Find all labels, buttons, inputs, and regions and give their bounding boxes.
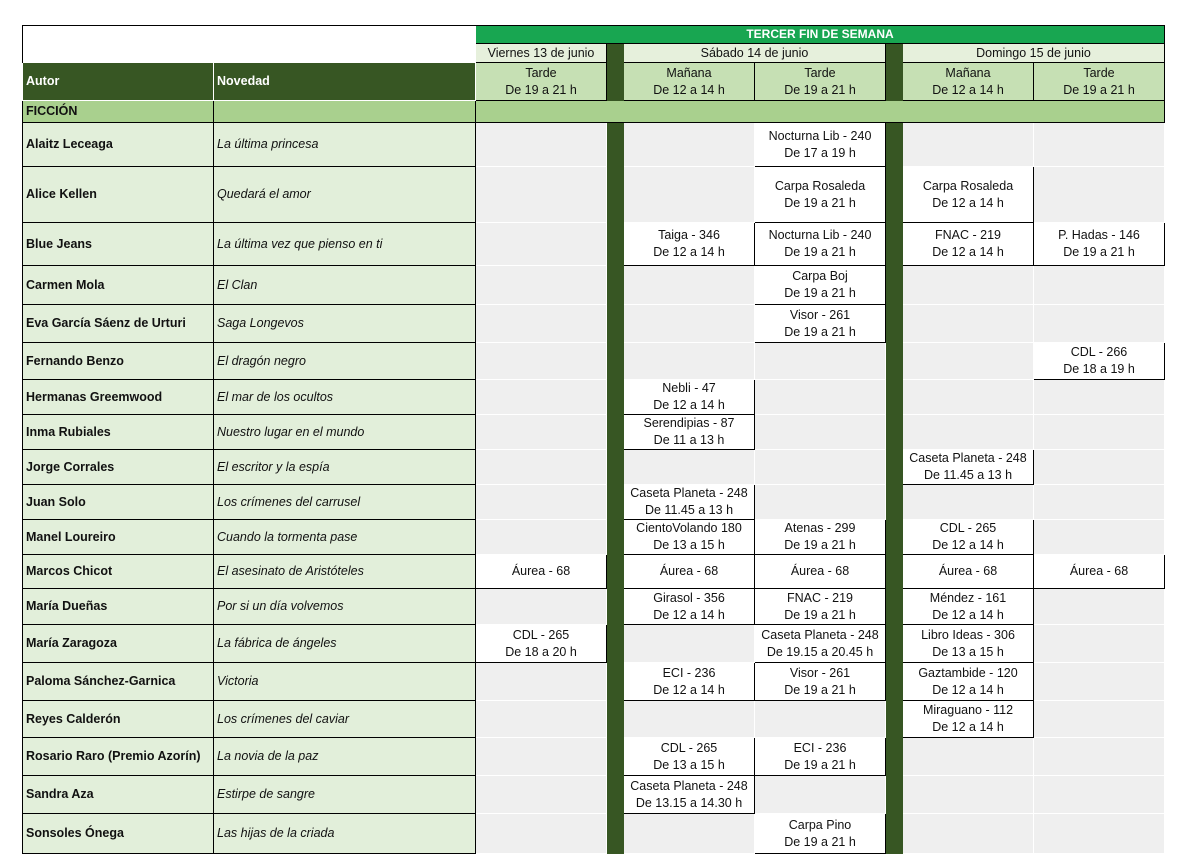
event-time: De 19 a 21 h [784,324,856,339]
event-place: ECI - 236 [793,740,847,755]
empty-slot [1034,663,1165,701]
author-cell: Sonsoles Ónega [23,814,214,854]
event-place: FNAC - 219 [787,590,853,605]
event-time: De 19 a 21 h [784,538,856,552]
empty-slot [903,415,1034,450]
day-header-saturday: Sábado 14 de junio [624,44,886,63]
empty-slot [903,343,1034,380]
author-cell: Inma Rubiales [23,415,214,450]
table-row [23,123,1165,167]
event-place: Carpa Rosaleda [774,178,866,193]
event-place: Caseta Planeta - 248 [630,486,748,500]
slot-header [903,63,1034,101]
empty-slot [1034,776,1165,814]
author-cell: Reyes Calderón [23,701,214,738]
novel-cell: El Clan [214,266,476,305]
event-cell [624,415,755,450]
slot-header [755,63,886,101]
event-cell [903,167,1034,223]
separator [607,305,624,343]
empty-slot [903,380,1034,415]
event-cell [755,520,886,555]
novel-cell: Los crímenes del caviar [214,701,476,738]
event-place: Carpa Rosaleda [922,178,1014,193]
event-time: De 19 a 21 h [1063,245,1135,259]
event-time: De 12 a 14 h [653,682,725,697]
separator [607,814,624,854]
event-place: Áurea - 68 [1069,564,1129,578]
event-place: Libro Ideas - 306 [921,627,1015,642]
separator [607,738,624,776]
author-cell: Alice Kellen [23,167,214,223]
empty-slot [624,450,755,485]
section-fill [476,101,1165,123]
table-row [23,167,1165,223]
empty-slot [476,305,607,343]
separator [607,485,624,520]
separator [886,63,903,101]
empty-slot [755,776,886,814]
empty-slot [903,776,1034,814]
empty-slot [476,589,607,625]
event-cell [624,380,755,415]
table-row [23,701,1165,738]
author-cell: Fernando Benzo [23,343,214,380]
separator [607,44,624,63]
event-cell [624,555,755,589]
empty-slot [624,814,755,854]
section-fill [214,101,476,123]
event-time: De 18 a 19 h [1063,362,1135,376]
empty-slot [1034,123,1165,167]
event-cell [903,663,1034,701]
separator [886,266,903,305]
event-cell [903,223,1034,266]
slot-time: De 19 a 21 h [784,82,856,97]
event-time: De 12 a 14 h [932,195,1004,210]
event-place: FNAC - 219 [935,228,1001,242]
event-cell [476,555,607,589]
event-time: De 19 a 21 h [784,286,856,300]
author-cell: Rosario Raro (Premio Azorín) [23,738,214,776]
empty-slot [903,123,1034,167]
event-cell [755,625,886,663]
event-place: Áurea - 68 [659,564,719,578]
event-cell [624,223,755,266]
empty-slot [624,266,755,305]
event-place: Áurea - 68 [790,564,850,578]
event-place: Miraguano - 112 [922,703,1014,717]
empty-slot [755,343,886,380]
event-place: Girasol - 356 [653,590,725,605]
empty-slot [624,305,755,343]
separator [607,266,624,305]
event-time: De 12 a 14 h [932,245,1004,259]
event-place: Caseta Planeta - 248 [630,778,748,793]
novel-cell: Cuando la tormenta pase [214,520,476,555]
event-time: De 12 a 14 h [932,682,1004,697]
event-time: De 19.15 a 20.45 h [766,644,874,659]
separator [607,167,624,223]
event-cell [624,776,755,814]
table-row [23,223,1165,266]
empty-slot [1034,701,1165,738]
table-row [23,776,1165,814]
empty-slot [1034,266,1165,305]
event-place: Taiga - 346 [658,228,720,242]
event-cell [755,589,886,625]
table-row [23,663,1165,701]
separator [886,44,903,63]
empty-slot [1034,167,1165,223]
author-cell: Juan Solo [23,485,214,520]
separator [607,589,624,625]
separator [607,415,624,450]
empty-slot [1034,814,1165,854]
event-time: De 11 a 13 h [653,433,725,447]
novel-cell: La fábrica de ángeles [214,625,476,663]
section-row [23,101,1165,123]
slot-header [476,63,607,101]
event-cell [624,520,755,555]
event-place: Atenas - 299 [784,521,856,535]
event-time: De 19 a 21 h [784,834,856,849]
author-cell: Alaitz Leceaga [23,123,214,167]
event-time: De 19 a 21 h [784,195,856,210]
event-time: De 19 a 21 h [784,757,856,772]
event-cell [755,123,886,167]
empty-slot [1034,450,1165,485]
event-time: De 12 a 14 h [653,398,725,412]
separator [886,343,903,380]
table-row [23,625,1165,663]
empty-slot [476,776,607,814]
event-cell [755,305,886,343]
event-cell [624,485,755,520]
empty-slot [755,485,886,520]
empty-slot [1034,625,1165,663]
slot-time: De 19 a 21 h [505,82,577,97]
novel-cell: Quedará el amor [214,167,476,223]
separator [607,663,624,701]
novel-cell: Los crímenes del carrusel [214,485,476,520]
separator [607,625,624,663]
separator [607,63,624,101]
schedule-table [22,25,1165,854]
event-place: ECI - 236 [662,665,716,680]
empty-slot [476,485,607,520]
day-header-friday: Viernes 13 de junio [476,44,607,63]
event-cell [1034,555,1165,589]
author-cell: Jorge Corrales [23,450,214,485]
event-time: De 12 a 14 h [653,607,725,622]
novel-cell: La última vez que pienso en ti [214,223,476,266]
author-cell: Eva García Sáenz de Urturi [23,305,214,343]
empty-slot [1034,520,1165,555]
event-place: Caseta Planeta - 248 [761,627,879,642]
novel-cell: Por si un día volvemos [214,589,476,625]
author-cell: Marcos Chicot [23,555,214,589]
author-cell: Sandra Aza [23,776,214,814]
empty-slot [1034,738,1165,776]
separator [607,123,624,167]
table-row [23,520,1165,555]
event-place: P. Hadas - 146 [1058,228,1140,242]
event-cell [755,555,886,589]
separator [886,123,903,167]
event-cell [755,167,886,223]
table-row [23,266,1165,305]
empty-slot [1034,589,1165,625]
event-time: De 13 a 15 h [653,757,725,772]
table-row [23,589,1165,625]
empty-slot [476,266,607,305]
slot-label: Tarde [804,65,836,80]
separator [886,625,903,663]
separator [886,520,903,555]
empty-slot [476,380,607,415]
empty-slot [476,701,607,738]
title-blank-cell [23,26,476,63]
novel-cell: Victoria [214,663,476,701]
slot-label: Mañana [666,65,712,80]
slot-header [1034,63,1165,101]
event-cell [624,589,755,625]
slot-time: De 12 a 14 h [932,82,1004,97]
separator [607,380,624,415]
separator [886,701,903,738]
separator [607,343,624,380]
event-cell [903,589,1034,625]
event-cell [1034,343,1165,380]
empty-slot [903,738,1034,776]
empty-slot [755,450,886,485]
table-row [23,738,1165,776]
separator [886,663,903,701]
event-place: Visor - 261 [789,665,851,680]
event-place: Visor - 261 [789,307,851,322]
empty-slot [624,343,755,380]
table-row [23,814,1165,854]
empty-slot [476,167,607,223]
empty-slot [624,123,755,167]
novel-cell: El dragón negro [214,343,476,380]
table-row [23,415,1165,450]
separator [886,167,903,223]
table-row [23,343,1165,380]
empty-slot [476,343,607,380]
event-cell [903,701,1034,738]
event-place: Caseta Planeta - 248 [909,451,1027,465]
slot-label: Mañana [945,65,991,80]
banner-row [23,26,1165,44]
empty-slot [1034,380,1165,415]
event-cell [624,738,755,776]
event-place: Serendipias - 87 [643,416,735,430]
empty-slot [476,123,607,167]
empty-slot [476,814,607,854]
separator [607,450,624,485]
event-place: Áurea - 68 [511,564,571,578]
separator [886,738,903,776]
event-place: Méndez - 161 [929,590,1007,605]
event-place: Carpa Pino [788,817,852,832]
event-time: De 13.15 a 14.30 h [635,795,743,810]
event-place: Nebli - 47 [662,381,716,395]
slot-time: De 19 a 21 h [1063,82,1135,97]
empty-slot [755,701,886,738]
event-time: De 13 a 15 h [653,538,725,552]
slot-time: De 12 a 14 h [653,82,725,97]
empty-slot [624,701,755,738]
weekend-banner: TERCER FIN DE SEMANA [476,26,1165,44]
separator [607,520,624,555]
author-cell: Carmen Mola [23,266,214,305]
day-header-sunday: Domingo 15 de junio [903,44,1165,63]
author-cell: María Zaragoza [23,625,214,663]
separator [886,776,903,814]
empty-slot [624,625,755,663]
separator [886,223,903,266]
event-place: Nocturna Lib - 240 [768,228,872,242]
event-cell [755,738,886,776]
event-cell [476,625,607,663]
event-cell [755,814,886,854]
author-cell: Manel Loureiro [23,520,214,555]
event-time: De 19 a 21 h [784,245,856,259]
empty-slot [624,167,755,223]
empty-slot [1034,305,1165,343]
separator [607,555,624,589]
empty-slot [755,415,886,450]
novel-cell: Las hijas de la criada [214,814,476,854]
table-row [23,450,1165,485]
author-cell: María Dueñas [23,589,214,625]
novel-cell: El asesinato de Aristóteles [214,555,476,589]
separator [886,555,903,589]
event-cell [903,450,1034,485]
empty-slot [903,266,1034,305]
event-time: De 12 a 14 h [932,720,1004,734]
separator [886,305,903,343]
table-row [23,485,1165,520]
empty-slot [903,305,1034,343]
novel-cell: Saga Longevos [214,305,476,343]
event-time: De 17 a 19 h [784,145,856,160]
event-cell [1034,223,1165,266]
empty-slot [476,223,607,266]
empty-slot [755,380,886,415]
event-cell [903,555,1034,589]
table-row [23,305,1165,343]
event-cell [755,266,886,305]
slot-label: Tarde [1083,65,1115,80]
empty-slot [1034,415,1165,450]
event-place: CDL - 265 [512,627,570,642]
empty-slot [476,415,607,450]
event-time: De 11.45 a 13 h [644,503,734,517]
novel-cell: La última princesa [214,123,476,167]
empty-slot [476,520,607,555]
slots-row [23,63,1165,101]
novel-cell: El escritor y la espía [214,450,476,485]
event-place: CDL - 266 [1070,345,1128,359]
table-row [23,380,1165,415]
empty-slot [903,485,1034,520]
separator [886,485,903,520]
novel-cell: Nuestro lugar en el mundo [214,415,476,450]
novel-cell: El mar de los ocultos [214,380,476,415]
separator [886,450,903,485]
empty-slot [476,738,607,776]
event-place: CientoVolando 180 [636,521,742,535]
empty-slot [1034,485,1165,520]
author-cell: Paloma Sánchez-Garnica [23,663,214,701]
event-cell [755,223,886,266]
event-time: De 13 a 15 h [932,644,1004,659]
event-time: De 12 a 14 h [932,607,1004,622]
event-time: De 12 a 14 h [653,245,725,259]
event-cell [903,625,1034,663]
section-title: FICCIÓN [23,101,214,123]
event-place: CDL - 265 [939,521,997,535]
author-cell: Blue Jeans [23,223,214,266]
separator [607,776,624,814]
event-cell [624,663,755,701]
slot-label: Tarde [525,65,557,80]
separator [607,223,624,266]
table-row [23,555,1165,589]
empty-slot [476,450,607,485]
event-time: De 11.45 a 13 h [923,468,1013,482]
novel-cell: La novia de la paz [214,738,476,776]
event-place: Áurea - 68 [938,564,998,578]
event-place: Gaztambide - 120 [918,665,1018,680]
separator [886,380,903,415]
event-cell [903,520,1034,555]
separator [886,589,903,625]
separator [886,415,903,450]
column-header-autor: Autor [23,63,214,101]
separator [607,701,624,738]
separator [886,814,903,854]
event-cell [755,663,886,701]
event-place: Carpa Boj [792,269,848,283]
event-place: CDL - 265 [660,740,718,755]
column-header-novedad: Novedad [214,63,476,101]
event-place: Nocturna Lib - 240 [768,128,872,143]
event-time: De 18 a 20 h [505,644,577,659]
author-cell: Hermanas Greemwood [23,380,214,415]
event-time: De 19 a 21 h [784,682,856,697]
event-time: De 19 a 21 h [784,607,856,622]
event-time: De 12 a 14 h [932,538,1004,552]
novel-cell: Estirpe de sangre [214,776,476,814]
empty-slot [476,663,607,701]
slot-header [624,63,755,101]
empty-slot [903,814,1034,854]
